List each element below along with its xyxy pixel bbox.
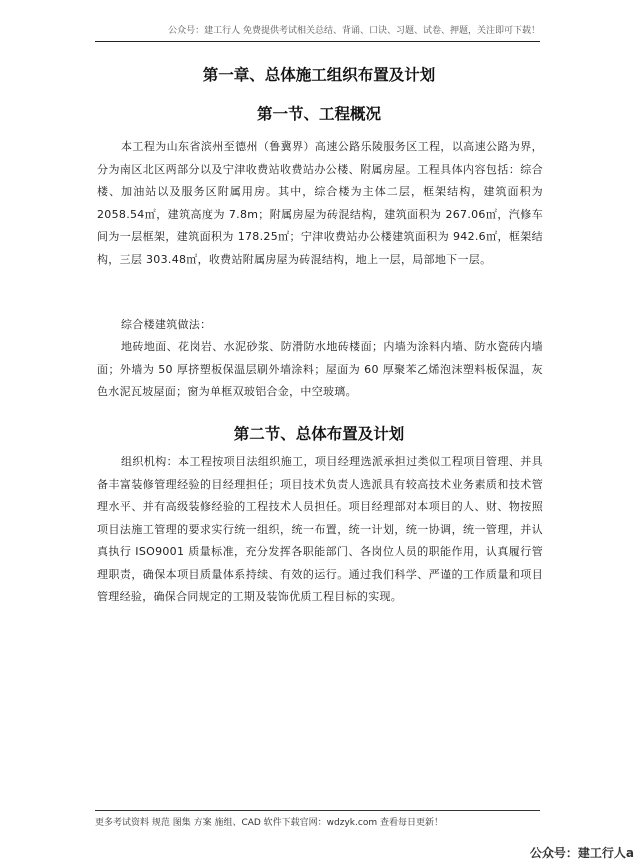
footer-note: 更多考试资料 规范 图集 方案 施组、CAD 软件下载官网：wdzyk.com 查看每日更新！: [95, 818, 443, 828]
building-method-paragraph: 地砖地面、花岗岩、水泥砂浆、防滑防水地砖楼面；内墙为涂料内墙、防水瓷砖内墙面；外墙为 50 厚挤塑板保温层刷外墙涂料；屋面为 60 厚聚苯乙烯泡沫塑料板保温，灰色水泥瓦坡屋面；窗为单框双玻铝合金，中空玻璃。: [97, 340, 543, 398]
watermark-text: 公众号：建工行人a: [529, 846, 634, 860]
overview-paragraph: 本工程为山东省滨州至德州（鲁冀界）高速公路乐陵服务区工程，以高速公路为界，分为南区北区两部分以及宁津收费站收费站办公楼、附属房屋。工程具体内容包括：综合楼、加油站以及服务区附属用房。其中，综合楼为主体二层，框架结构，建筑面积为 2058.54㎡，建筑高度为 7.8m；附属房屋为砖混结构，建筑面积为 267.06㎡，汽修车间为一层框架，建筑面积为 178.25㎡；宁津收费站办公楼建筑面积为 942.6㎡，框架结构，三层 303.48㎡，收费站附属房屋为砖混结构，地上一层，局部地下一层。: [97, 140, 543, 266]
organization-paragraph: 组织机构：本工程按项目法组织施工，项目经理选派承担过类似工程项目管理、并具备丰富装修管理经验的目经理担任；项目技术负责人选派具有较高技术业务素质和技术管理水平、并有高级装修经验的工程技术人员担任。项目经理部对本项目的人、财、物按照项目法施工管理的要求实行统一组织，统一布置，统一计划，统一协调，统一管理，并认真执行 ISO9001 质量标准，充分发挥各职能部门、各岗位人员的职能作用，认真履行管理职责，确保本项目质量体系持续、有效的运行。通过我们科学、严谨的工作质量和项目管理经验，确保合同规定的工期及装饰优质工程目标的实现。: [97, 455, 543, 603]
page-header: [95, 17, 540, 42]
page-footer: [95, 810, 540, 828]
building-method-heading: 综合楼建筑做法：: [121, 318, 212, 331]
section-title-layout-plan: 第二节、总体布置及计划: [233, 425, 405, 443]
header-note: 公众号：建工行人 免费提供考试相关总结、背诵、口诀、习题、试卷、押题，关注即可下载！: [168, 26, 540, 36]
chapter-title: 第一章、总体施工组织布置及计划: [202, 66, 436, 84]
section-title-overview: 第一节、工程概况: [256, 105, 381, 123]
